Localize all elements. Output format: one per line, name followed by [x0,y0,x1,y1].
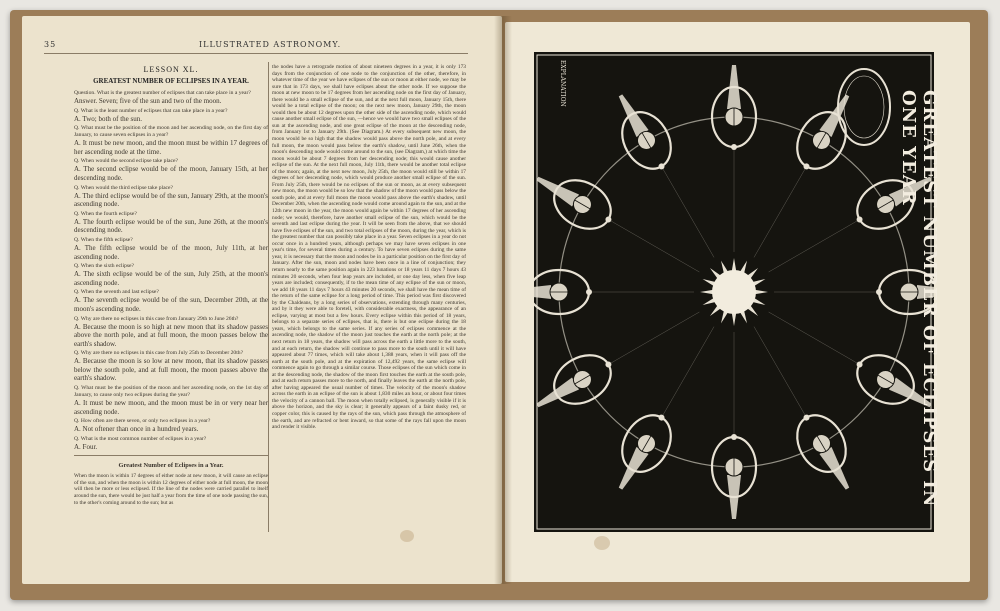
answer-text: A. Not oftener than once in a hundred years. [74,425,199,434]
radial-guide-line [608,312,699,365]
moon-icon [586,289,592,295]
answer-text: A. Because the moon is so high at new moon that its shadow passes above the north pole, and at full moon, the moon passes below the earth's shadow. [74,322,268,348]
question-text: Q. What must be the position of the moon and her ascending node, on the first day of January, to cause seven eclipses in a year? [74,125,268,139]
radial-guide-line [662,327,715,418]
answer-text: Answer. Seven; five of the sun and two of the moon. [74,97,222,105]
footnote-heading: Greatest Number of Eclipses in a Year. [118,462,224,470]
foxing-stain [594,536,610,550]
explanation-label: EXPLANATION [559,60,566,107]
answer-text: A. Two; both of the sun. [74,114,143,123]
radial-guide-line [769,220,860,273]
qa-list [74,90,268,451]
running-title: ILLUSTRATED ASTRONOMY. [199,40,342,49]
eclipse-diagram [534,52,934,532]
earth-shadow-cone [534,285,551,299]
answer-text: A. Because the moon is so low at new moon, that its shadow passes below the south pole, and at full moon, the moon passes above the earth's shadow. [74,357,268,383]
radial-guide-line [769,312,860,365]
moon-icon [876,289,882,295]
answer-text: A. The seventh eclipse would be of the sun, December 20th, at the moon's ascending node. [74,296,268,313]
plate-title: GREATEST NUMBER OF ECLIPSES IN ONE YEAR [898,90,940,508]
question-text: Q. When the seventh and last eclipse? [74,289,159,296]
earth-shadow-cone [614,447,648,492]
running-head [44,37,468,54]
question-text: Q. When would the second eclipse take place? [74,158,178,165]
earth-position [534,344,622,425]
question-text: Q. What is the least number of eclipses that can take place in a year? [74,107,228,114]
answer-text: A. It must be new moon, and the moon must be within 17 degrees of her ascending node at the time. [74,139,268,156]
eclipse-diagram-plate [534,52,940,532]
answer-text: A. The sixth eclipse would be of the sun, July 25th, at the moon's ascending node. [74,270,268,287]
radial-guide-line [608,220,699,273]
question-text: Q. How often are there seven, or only two eclipses in a year? [74,418,211,425]
answer-text: A. The third eclipse would be of the sun, January 29th, at the moon's ascending node. [74,191,268,209]
question-text: Question. What is the greatest number of eclipses that can take place in a year? [74,90,251,96]
footnote-text: When the moon is within 17 degrees of either node at new moon, it will cause an eclipse of the sun, and when the moon is within 12 degrees of either node at full moon, the moon will then be more or less eclipsed. If the line of the nodes were carried parallel to itself around the sun, there would be just half a year from the time of one node passing the sun, to the other's coming around to the sun; but as [74,473,268,506]
earth-position [534,270,592,314]
column-divider [268,62,269,532]
answer-text: A. The fourth eclipse would be of the sun, June 26th, at the moon's descending node. [74,217,268,235]
lesson-number: LESSON XL. [143,65,199,74]
answer-text: A. The second eclipse would be of the moon, January 15th, at her descending node. [74,165,268,182]
book-gutter [494,16,512,584]
question-text: Q. When the sixth eclipse? [74,263,135,270]
question-text: Q. Why are there no eclipses in this case from July 25th to December 20th? [74,350,244,357]
lesson-title: GREATEST NUMBER OF ECLIPSES IN A YEAR. [93,77,249,85]
question-text: Q. When would the third eclipse take place? [74,184,173,191]
sun-icon [712,270,756,314]
page-number: 35 [44,40,57,49]
question-text: Q. What is the most common number of eclipses in a year? [74,435,207,442]
left-column [74,64,268,534]
answer-text: A. It must be new moon, and the moon must be in or very near her ascending node. [74,399,268,416]
question-text: Q. Why are there no eclipses in this case from January 29th to June 26th? [74,315,239,322]
earth-shadow-cone [819,92,853,137]
earth-shadow-cone [819,447,853,492]
earth-shadow-cone [534,172,579,206]
answer-text: A. The fifth eclipse would be of the moon, July 11th, at her ascending node. [74,243,268,261]
question-text: Q. What must be the position of the moon and her ascending node, on the 1st day of January, to cause only two eclipses during the year? [74,385,268,399]
radial-guide-line [662,166,715,257]
radial-guide-line [754,166,807,257]
ornamental-ellipse-inner [844,76,884,138]
radial-guide-line [754,327,807,418]
earth-position [712,434,756,519]
footnote-rule [74,455,268,456]
earth-position [534,159,622,240]
moon-icon [731,144,737,150]
right-column [272,64,466,534]
ornamental-ellipse [838,69,890,145]
question-text: Q. When the fifth eclipse? [74,236,133,243]
moon-icon [731,434,737,440]
earth-shadow-cone [614,92,648,137]
answer-text: A. Four. [74,442,98,451]
right-column-text: the nodes have a retrograde motion of about nineteen degrees in a year, it is only 173 days from the conjunction of one node to the conjunction of the other, therefore, in whatever time of the year we have eclipses of the sun or moon at either node, we may be sure that in 173 days, we shall have eclipses about the other node. If we suppose the moon at new moon to be 17 degrees from her ascending node on the first day of January, there would be a small eclipse of the sun, and at the next full moon, January 15th, there would be a total eclipse of the moon; on the next new moon, January 29th, the moon would then be about 12 degrees upon the other side of the ascending node, which would cause another small eclipse of the sun, —hence we would have two small eclipses of the sun at the ascending node, and one great eclipse of the moon at the descending node, from January 1st to January 29th. (See Diagram.) At every subsequent new moon, the moon would be so high that the shadow would pass above the north pole, and at every full moon, the moon would pass below the earth's shadow, until June 26th, when the moon's descending node would come around to the sun, (see Diagram,) at which time the moon would be about 7 degrees from her descending node; this would cause another eclipse of the sun. At the next full moon, July 11th, there would be another total eclipse of the moon; again, at the next new moon, July 25th, the moon would still be within 17 degrees of her descending node, which would produce another small eclipse of the sun. From July 25th, there would be no eclipses of the sun or moon, as at every subsequent new moon, the moon would be so low that the shadow of the moon would pass below the south pole, and at every full moon the moon would pass above the earth's shadow, until December 20th, when the ascending node would come around again to the sun, and at the 12th new moon in the year, the moon would again be within 17 degrees of her ascending node; we would, therefore, have another small eclipse of the sun, which would be the seventh and last eclipse during the year. It will be seen from the above, that we should have five eclipses of the sun, and two total eclipses of the moon, during the year, which is the greatest number that can possibly take place in a year. Seven eclipses in a year do not occur once in a hundred years, although perhaps we may have seven eclipses in one year's time, for several times during a century. To have seven eclipses during the same year, it is necessary that the moon and nodes be in a particular position on the first day of January. After the sun, moon and nodes have been once in a line of conjunction; they return nearly to the same position again in 223 lunations or 18 years 11 days 7 hours 43 minutes 20 seconds, when four leap years are included, or one day less, when five leap years are included; consequently, if to the mean time of any eclipse of the sun or moon, we add 18 years 11 days 7 hours 43 minutes 20 seconds, we shall have the mean time of the return of the same eclipse for a long period of time. This period was first discovered by the Chaldeans, by a long series of observations, extending through many centuries, and by it they were able to foretell, with considerable exactness, the appearance of an eclipse, varying at most but a few hours. Every eclipse within this period of 18 years, belongs to a separate series of eclipses, that is, there is but one eclipse during the 18 years, which belongs to the same series. If any series of eclipses commence at the ascending node, the shadow of the moon just touches the earth at the north pole; at the next return in 18 years, the shadow will pass across the earth a little more to the south, and at each return, the shadow will continue to pass more to the south until it will have appeared about 77 times, which will take about 1,388 years, when it will pass off the earth at the south pole, and at the expiration of 12,492 years, the same eclipse will commence again to go through a similar course. Those eclipses of the sun which come in at the descending node, the shadow of the moon first touches the earth at the south pole, and at each return passes more to the north, and finally leaves the earth at the north pole, after having appeared the usual number of times. The velocity of the moon's shadow across the earth in an eclipse of the sun is about 1,830 miles an hour, or about four times the velocity of a cannon ball. The moon when totally eclipsed, is generally visible if it is above the horizon, and the sky is clear; it generally appears of a faint dusky red, or copper color, this is caused by the rays of the sun, which pass through the atmosphere of the earth, and are refracted or bent inward, so that some of the rays fall upon the moon and render it visible. [272,64,466,431]
earth-shadow-cone [534,377,579,411]
question-text: Q. When the fourth eclipse? [74,210,137,217]
earth-position [712,65,756,150]
